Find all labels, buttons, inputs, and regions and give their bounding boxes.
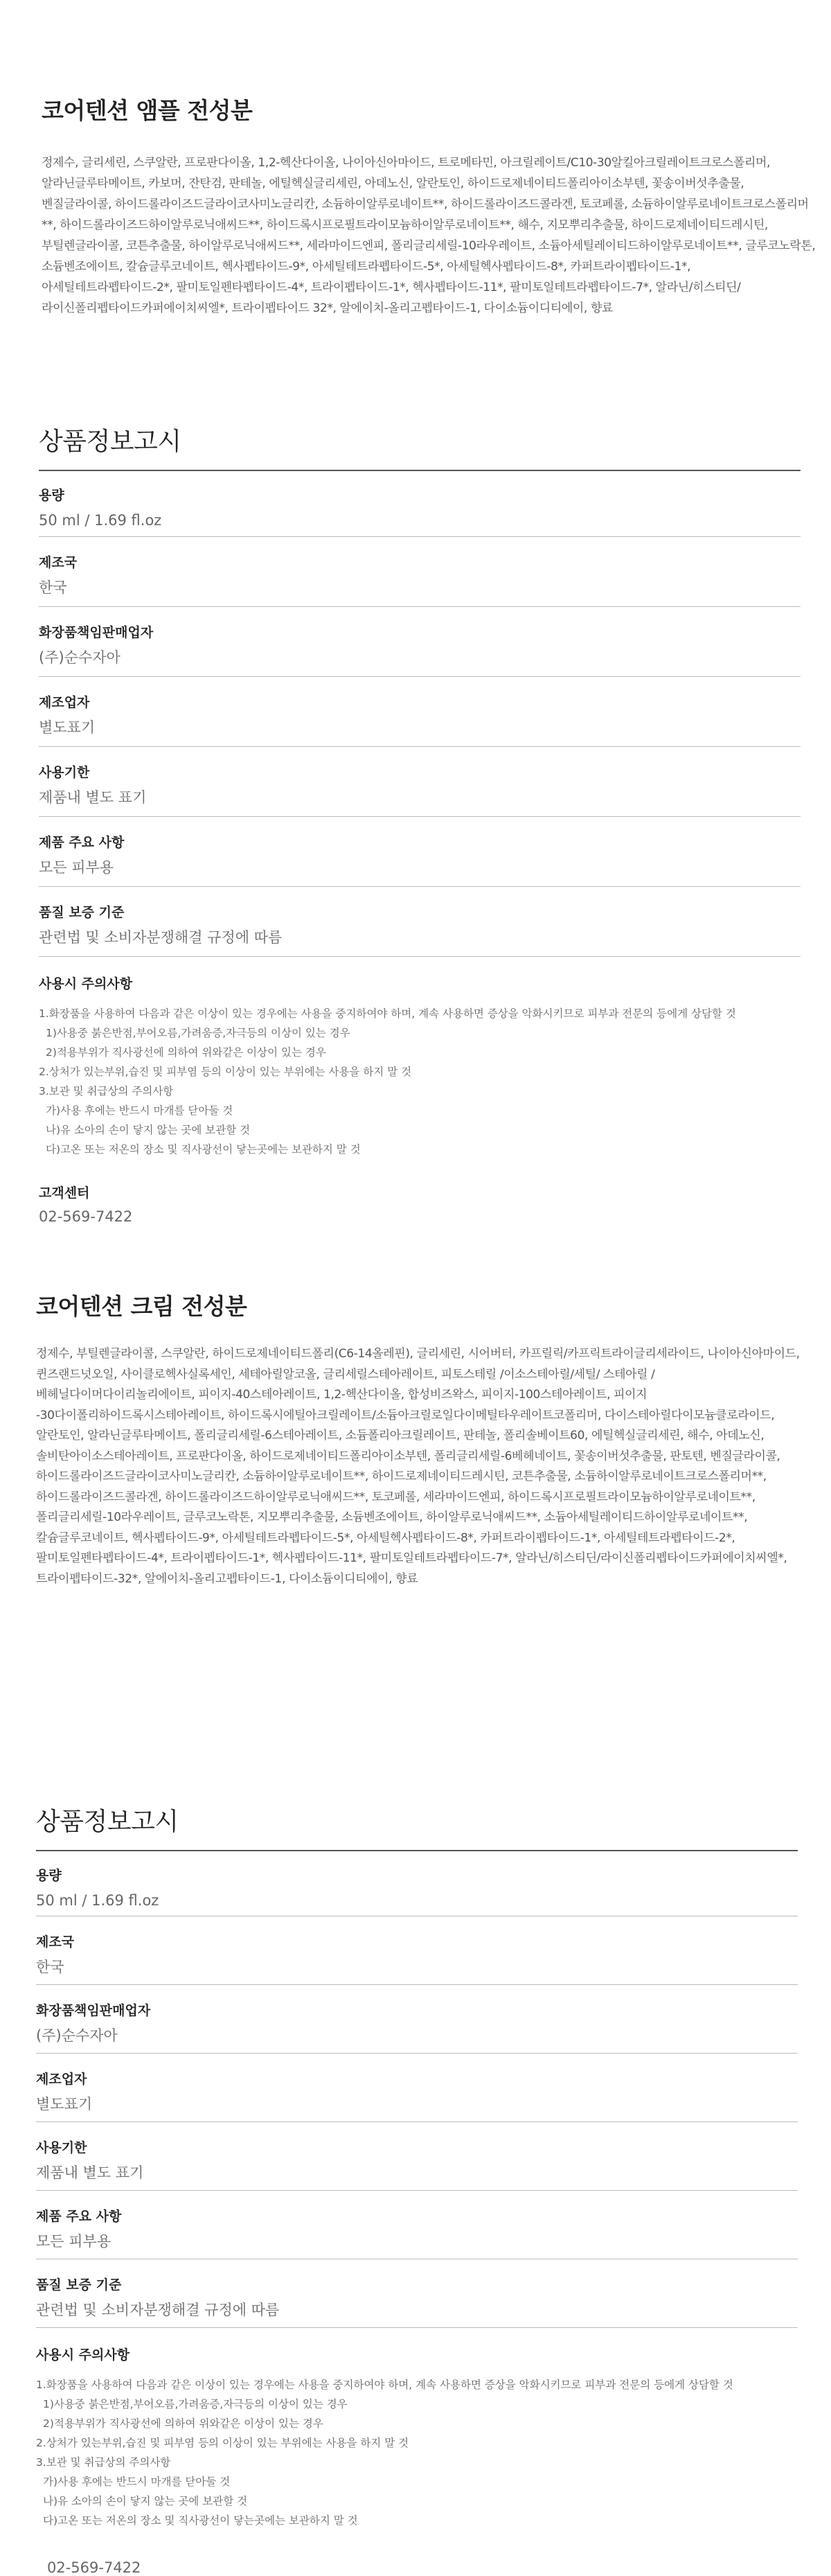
ampoule-info-list — [39, 471, 801, 957]
info-label: 화장품책임판매업자 — [36, 2003, 151, 2018]
info-row-expiry — [36, 2122, 798, 2191]
caution-line: 3.보관 및 취급상의 주의사항 — [39, 1085, 174, 1097]
info-value: 한국 — [39, 579, 67, 596]
caution-line: 가)사용 후에는 반드시 마개를 닫아둘 것 — [43, 2476, 231, 2488]
info-label: 품질 보증 기준 — [39, 905, 125, 920]
ampoule-ingredients-text: 정제수, 글리세린, 스쿠알란, 프로판다이올, 1,2-헥산다이올, 나이아신아마이드, 트로메타민, 아크릴레이트/C10-30알킬아크릴레이트크로스폴리머, 알라닌글루타메이트, 카보머, 잔탄검, 판테놀, 에틸헥실글리세린, 아데노신, 알란토인, 하이드로제네이티드폴리아이소부텐, 꽃송이버섯추출물, 벤질글라이콜, 하이드롤라이즈드글라이코사미노글리칸, 소듐하이알루로네이트**, 하이드롤라이즈드콜라겐, 토코페롤, 소듐하이알루로네이트크로스폴리머**, 하이드롤라이즈드하이알루로닉애씨드**, 하이드록시프로필트라이모늄하이알루로네이트**, 해수, 지모뿌리추출물, 하이드로제네이티드레시틴, 부틸렌글라이콜, 코튼추출물, 하이알루로닉애씨드**, 세라마이드엔피, 폴리글리세릴-10라우레이트, 소듐아세틸레이티드하이알루로네이트**, 글루코노락톤, 소듐벤조에이트, 칼슘글루코네이트, 헥사펩타이드-9*, 아세틸테트라펩타이드-5*, 아세틸헥사펩타이드-8*, 카퍼트라이펩타이드-1*, 아세틸테트라펩타이드-2*, 팔미토일펜타펩타이드-4*, 트라이펩타이드-1*, 헥사펩타이드-11*, 팔미토일테트라펩타이드-7*, 알라닌/히스티딘/라이신폴리펩타이드카퍼에이치씨엘*, 트라이펩타이드 32*, 알에이치-올리고펩타이드-1, 다이소듐이디티에이, 향료 — [42, 156, 816, 315]
info-row-capacity — [36, 1851, 798, 1916]
info-row-country — [36, 1916, 798, 1985]
ampoule-ingredients-section — [42, 96, 831, 319]
customer-center-phone[interactable]: 02-569-7422 — [39, 1208, 133, 1225]
caution-label: 사용시 주의사항 — [39, 976, 133, 991]
info-label: 용량 — [36, 1868, 62, 1883]
cream-product-info-title: 상품정보고시 — [36, 1806, 798, 1851]
caution-line: 3.보관 및 취급상의 주의사항 — [36, 2456, 171, 2469]
caution-line: 2)적용부위가 직사광선에 의하여 위와같은 이상이 있는 경우 — [43, 2417, 323, 2430]
caution-line: 나)유 소아의 손이 닿지 않는 곳에 보관할 것 — [46, 1124, 251, 1136]
info-row-manufacturer — [36, 2054, 798, 2122]
info-value: 모든 피부용 — [36, 2233, 111, 2250]
info-row-main-info — [36, 2191, 798, 2259]
info-row-distributor — [36, 1985, 798, 2054]
info-row-quality — [36, 2259, 798, 2328]
caution-line: 다)고온 또는 저온의 장소 및 직사광선이 닿는곳에는 보관하지 말 것 — [43, 2514, 358, 2527]
ampoule-ingredients-title: 코어텐션 앰플 전성분 — [42, 97, 253, 124]
cream-info-list — [36, 1851, 798, 2328]
caution-lines — [39, 1004, 831, 1159]
ampoule-product-info-title: 상품정보고시 — [39, 425, 801, 471]
info-value: 50 ml / 1.69 fl.oz — [36, 1892, 159, 1909]
customer-center — [39, 1183, 831, 1225]
caution-line: 2.상처가 있는부위,습진 및 피부염 등의 이상이 있는 부위에는 사용을 하지 말 것 — [39, 1066, 412, 1078]
info-label: 제조업자 — [36, 2072, 87, 2087]
caution-label: 사용시 주의사항 — [36, 2347, 130, 2363]
caution-line: 1.화장품을 사용하여 다음과 같은 이상이 있는 경우에는 사용을 중지하여야 하며, 계속 사용하면 증상을 악화시키므로 피부과 전문의 등에게 상담할 것 — [39, 1007, 736, 1020]
ampoule-caution-block — [39, 957, 831, 1159]
info-row-expiry — [39, 747, 801, 817]
caution-lines — [36, 2375, 831, 2530]
info-value: 50 ml / 1.69 fl.oz — [39, 512, 162, 529]
caution-line: 2.상처가 있는부위,습진 및 피부염 등의 이상이 있는 부위에는 사용을 하지 말 것 — [36, 2437, 409, 2449]
info-value: 제품내 별도 표기 — [36, 2164, 144, 2181]
caution-line: 다)고온 또는 저온의 장소 및 직사광선이 닿는곳에는 보관하지 말 것 — [46, 1143, 361, 1156]
info-row-main-info — [39, 817, 801, 887]
info-label: 사용기한 — [36, 2140, 87, 2155]
info-label: 제조국 — [36, 1934, 75, 1950]
info-value: (주)순수자아 — [39, 649, 120, 666]
info-label: 품질 보증 기준 — [36, 2277, 122, 2293]
caution-line: 가)사용 후에는 반드시 마개를 닫아둘 것 — [46, 1104, 233, 1117]
info-row-country — [39, 537, 801, 607]
info-value: 별도표기 — [36, 2096, 93, 2112]
cream-product-info-section — [36, 1806, 831, 2576]
info-label: 용량 — [39, 488, 64, 503]
info-value: 제품내 별도 표기 — [39, 789, 147, 806]
customer-center — [36, 2559, 831, 2576]
info-label: 제품 주요 사항 — [39, 835, 125, 850]
cream-ingredients-section — [36, 1291, 831, 1589]
info-label: 제품 주요 사항 — [36, 2209, 122, 2224]
info-value: 한국 — [36, 1959, 64, 1975]
info-value: 별도표기 — [39, 719, 96, 736]
info-row-capacity — [39, 471, 801, 537]
info-label: 제조국 — [39, 555, 78, 570]
cream-ingredients-text: 정제수, 부틸렌글라이콜, 스쿠알란, 하이드로제네이티드폴리(C6-14올레핀), 글리세린, 시어버터, 카프릴릭/카프릭트라이글리세라이드, 나이아신아마이드, 퀸즈랜드넛오일, 사이클로헥사실록세인, 세테아릴알코올, 글리세릴스테아레이트, 피토스테릴 /이소스테아릴/세틸/ 스테아릴 / 베헤닐다이머다이리놀리에이트, 피이지-40스테아레이트, 1,2-헥산다이올, 합성비즈왁스, 피이지-100스테아레이트, 피이지 -30다이폴리하이드록시스테아레이트, 하이드록시에틸아크릴레이트/소듐아크릴로일다이메틸타우레이트코폴리머, 다이스테아릴다이모늄클로라이드, 알란토인, 알라닌글루타메이트, 폴리글리세릴-6스테아레이트, 소듐폴리아크릴레이트, 판테놀, 폴리솔베이트60, 에틸헥실글리세린, 해수, 아데노신, 솔비탄아이소스테아레이트, 프로판다이올, 하이드로제네이티드폴리아이소부텐, 폴리글리세릴-6베헤네이트, 꽃송이버섯추출물, 판토텐, 벤질글라이콜, 하이드롤라이즈드글라이코사미노글리칸, 소듐하이알루로네이트**, 하이드로제네이티드레시틴, 코튼추출물, 소듐하이알루로네이트크로스폴리머**, 하이드롤라이즈드콜라겐, 하이드롤라이즈드하이알루로닉애씨드**, 토코페롤, 세라마이드엔피, 하이드록시프로필트라이모늄하이알루로네이트**, 폴리글리세릴-10라우레이트, 글루코노락톤, 지모뿌리추출물, 소듐벤조에이트, 하이알루로닉애씨드**, 소듐아세틸레이티드하이알루로네이트**, 칼슘글루코네이트, 헥사펩타이드-9*, 아세틸테트라펩타이드-5*, 아세틸헥사펩타이드-8*, 카퍼트라이펩타이드-1*, 아세틸테트라펩타이드-2*, 팔미토일펜타펩타이드-4*, 트라이펩타이드-1*, 헥사펩타이드-11*, 팔미토일테트라펩타이드-7*, 알라닌/히스티딘/라이신폴리펩타이드카퍼에이치씨엘*, 트라이펩타이드-32*, 알에이치-올리고펩타이드-1, 다이소듐이디티에이, 향료 — [36, 1347, 800, 1586]
cream-ingredients-title: 코어텐션 크림 전성분 — [36, 1293, 247, 1320]
info-row-quality — [39, 887, 801, 957]
info-value: 관련법 및 소비자분쟁해결 규정에 따름 — [36, 2302, 280, 2318]
ampoule-product-info-section — [39, 425, 831, 1225]
info-value: (주)순수자아 — [36, 2027, 118, 2044]
caution-line: 1)사용중 붉은반점,부어오름,가려움증,자극등의 이상이 있는 경우 — [46, 1027, 350, 1039]
customer-center-phone[interactable]: 02-569-7422 — [47, 2559, 141, 2576]
info-label: 제조업자 — [39, 695, 90, 710]
info-value: 관련법 및 소비자분쟁해결 규정에 따름 — [39, 929, 283, 946]
caution-line: 1)사용중 붉은반점,부어오름,가려움증,자극등의 이상이 있는 경우 — [43, 2398, 348, 2410]
info-row-manufacturer — [39, 677, 801, 747]
customer-center-label: 고객센터 — [39, 1185, 90, 1201]
caution-line: 1.화장품을 사용하여 다음과 같은 이상이 있는 경우에는 사용을 중지하여야 하며, 계속 사용하면 증상을 악화시키므로 피부과 전문의 등에게 상담할 것 — [36, 2379, 733, 2391]
caution-line: 2)적용부위가 직사광선에 의하여 위와같은 이상이 있는 경우 — [46, 1046, 326, 1059]
info-row-distributor — [39, 607, 801, 677]
info-label: 사용기한 — [39, 765, 90, 780]
cream-caution-block — [36, 2328, 831, 2530]
info-value: 모든 피부용 — [39, 859, 114, 876]
info-label: 화장품책임판매업자 — [39, 625, 154, 640]
caution-line: 나)유 소아의 손이 닿지 않는 곳에 보관할 것 — [43, 2495, 248, 2507]
